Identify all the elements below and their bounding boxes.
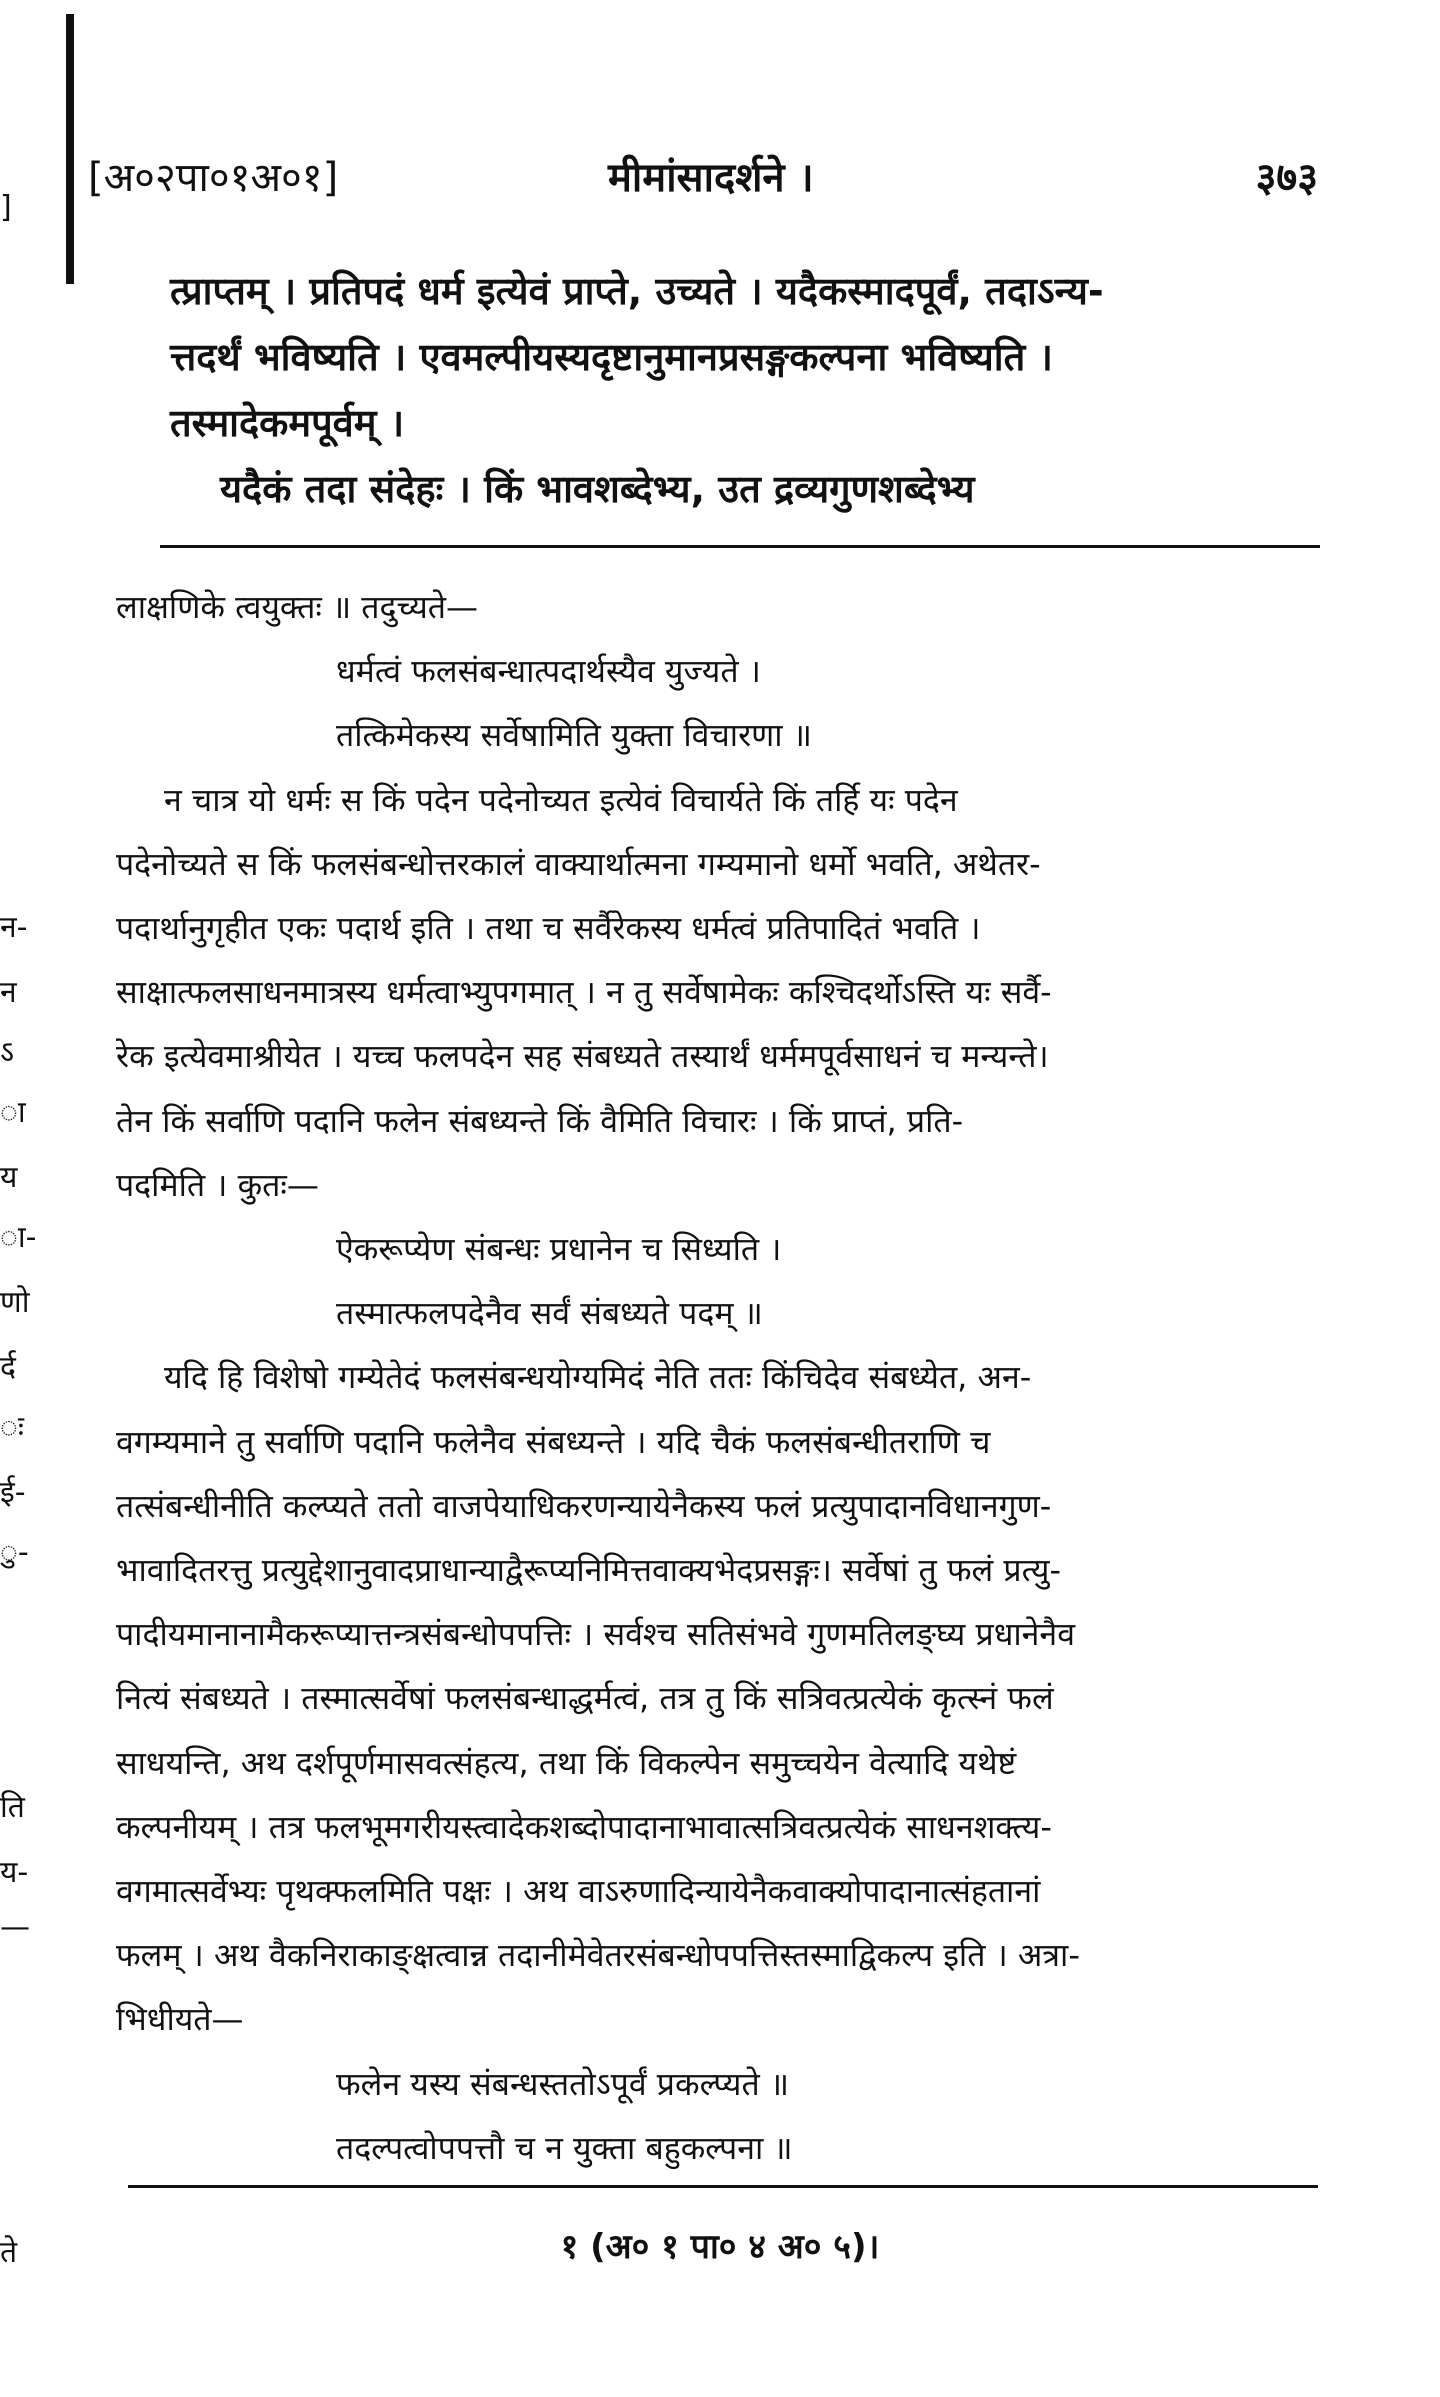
text-line: नित्यं संबध्यते । तस्मात्सर्वेषां फलसंबन्धाद्धर्मत्वं, तत्र तु किं सत्रिवत्प्रत्येकं कृत्स्नं फलं bbox=[116, 1679, 1054, 1718]
section-divider bbox=[160, 545, 1320, 548]
footnote: १ (अ० १ पा० ४ अ० ५)। bbox=[560, 2227, 880, 2267]
verse-line: तत्किमेकस्य सर्वेषामिति युक्ता विचारणा ॥ bbox=[336, 716, 812, 755]
margin-fragment: ा- bbox=[0, 1220, 37, 1255]
margin-fragment: — bbox=[0, 1910, 30, 1945]
verse-line: ऐकरूप्येण संबन्धः प्रधानेन च सिध्यति । bbox=[336, 1230, 782, 1269]
text-line: वगम्यमाने तु सर्वाणि पदानि फलेनैव संबध्यन्ते । यदि चैकं फलसंबन्धीतराणि च bbox=[116, 1422, 991, 1461]
text-line: यदि हि विशेषो गम्येतेदं फलसंबन्धयोग्यमिदं नेति ततः किंचिदेव संबध्येत, अन- bbox=[164, 1358, 1032, 1397]
margin-fragment: ः bbox=[0, 1410, 24, 1445]
text-line: साक्षात्फलसाधनमात्रस्य धर्मत्वाभ्युपगमात् । न तु सर्वेषामेकः कश्चिदर्थोऽस्ति यः सर्वै- bbox=[116, 973, 1052, 1012]
text-line: पदमिति । कुतः— bbox=[116, 1165, 319, 1204]
text-line: वगमात्सर्वेभ्यः पृथक्फलमिति पक्षः । अथ वाऽरुणादिन्यायेनैकवाक्योपादानात्संहतानां bbox=[116, 1872, 1041, 1911]
margin-fragment: ा bbox=[0, 1095, 26, 1130]
margin-fragment: ति bbox=[0, 1790, 25, 1825]
text-line: तस्मादेकमपूर्वम् । bbox=[170, 401, 405, 445]
text-line: लाक्षणिके त्वयुक्तः ॥ तदुच्यते— bbox=[116, 588, 479, 626]
margin-fragment: ते bbox=[0, 2235, 18, 2270]
text-line: भिधीयते— bbox=[116, 2000, 244, 2039]
text-line: पदार्थानुगृहीत एकः पदार्थ इति । तथा च सर्वैरेकस्य धर्मत्वं प्रतिपादितं भवति । bbox=[116, 909, 981, 948]
text-line: फलम् । अथ वैकनिराकाङ्क्षत्वान्न तदानीमेवेतरसंबन्धोपपत्तिस्तस्माद्विकल्प इति । अत्रा- bbox=[116, 1936, 1080, 1975]
verse-line: तदल्पत्वोपपत्तौ च न युक्ता बहुकल्पना ॥ bbox=[336, 2128, 793, 2167]
text-line: पदेनोच्यते स किं फलसंबन्धोत्तरकालं वाक्यार्थात्मना गम्यमानो धर्मो भवति, अथेतर- bbox=[116, 844, 1041, 883]
text-line: न चात्र यो धर्मः स किं पदेन पदेनोच्यत इत्येवं विचार्यते किं तर्हि यः पदेन bbox=[164, 780, 958, 819]
margin-fragment: य- bbox=[0, 1855, 29, 1890]
margin-fragment: ] bbox=[0, 190, 12, 225]
text-line: त्तदर्थं भविष्यति । एवमल्पीयस्यदृष्टानुमानप्रसङ्गकल्पना भविष्यति । bbox=[170, 335, 1053, 379]
margin-fragment: न- bbox=[0, 910, 28, 945]
text-line: तत्संबन्धीनीति कल्प्यते ततो वाजपेयाधिकरणन्यायेनैकस्य फलं प्रत्युपादानविधानगुण- bbox=[116, 1486, 1052, 1525]
verse-line: फलेन यस्य संबन्धस्ततोऽपूर्वं प्रकल्प्यते ॥ bbox=[336, 2064, 790, 2103]
page-title: मीमांसादर्शने । bbox=[608, 155, 814, 201]
margin-fragment: र्द bbox=[0, 1350, 16, 1385]
page-header bbox=[88, 148, 1318, 208]
verse-line: तस्मात्फलपदेनैव सर्वं संबध्यते पदम् ॥ bbox=[336, 1294, 763, 1333]
text-line: त्प्राप्तम् । प्रतिपदं धर्म इत्येवं प्राप्ते, उच्यते । यदैकस्मादपूर्वं, तदाऽन्य- bbox=[170, 269, 1104, 313]
text-line: रेक इत्येवमाश्रीयेत । यच्च फलपदेन सह संबध्यते तस्यार्थं धर्ममपूर्वसाधनं च मन्यन्ते। bbox=[116, 1037, 1049, 1076]
text-line: कल्पनीयम् । तत्र फलभूमगरीयस्त्वादेकशब्दोपादानाभावात्सत्रिवत्प्रत्येकं साधनशक्त्य- bbox=[116, 1807, 1052, 1846]
text-line: साधयन्ति, अथ दर्शपूर्णमासवत्संहत्य, तथा किं विकल्पेन समुच्चयेन वेत्यादि यथेष्टं bbox=[116, 1743, 1017, 1782]
chapter-reference: [अ०२पा०१अ०१] bbox=[88, 155, 339, 201]
margin-fragment: ऽ bbox=[0, 1035, 15, 1070]
margin-fragment: ु- bbox=[0, 1535, 29, 1570]
margin-fragment: य bbox=[0, 1160, 18, 1195]
main-commentary bbox=[116, 575, 1338, 2180]
page-number: ३७३ bbox=[1255, 155, 1318, 201]
text-line: भावादितरत्तु प्रत्युद्देशानुवादप्राधान्याद्वैरूप्यनिमित्तवाक्यभेदप्रसङ्गः। सर्वेषां तु फलं प्रत्यु- bbox=[116, 1551, 1061, 1590]
margin-fragment: णो bbox=[0, 1285, 30, 1320]
text-line: तेन किं सर्वाणि पदानि फलेन संबध्यन्ते किं वैमिति विचारः । किं प्राप्तं, प्रति- bbox=[116, 1101, 964, 1140]
text-line: पादीयमानानामैकरूप्यात्तन्त्रसंबन्धोपपत्तिः । सर्वश्च सतिसंभवे गुणमतिलङ्घ्य प्रधानेनैव bbox=[116, 1615, 1075, 1654]
margin-fragment: न bbox=[0, 975, 17, 1010]
footnote-divider bbox=[128, 2185, 1318, 2188]
text-line: यदैकं तदा संदेहः । किं भावशब्देभ्य, उत द्रव्यगुणशब्देभ्य bbox=[220, 467, 975, 511]
verse-line: धर्मत्वं फलसंबन्धात्पदार्थस्यैव युज्यते । bbox=[336, 652, 761, 691]
upper-commentary bbox=[170, 258, 1310, 522]
margin-fragment: ई- bbox=[0, 1475, 26, 1510]
binding-shadow bbox=[66, 14, 74, 284]
